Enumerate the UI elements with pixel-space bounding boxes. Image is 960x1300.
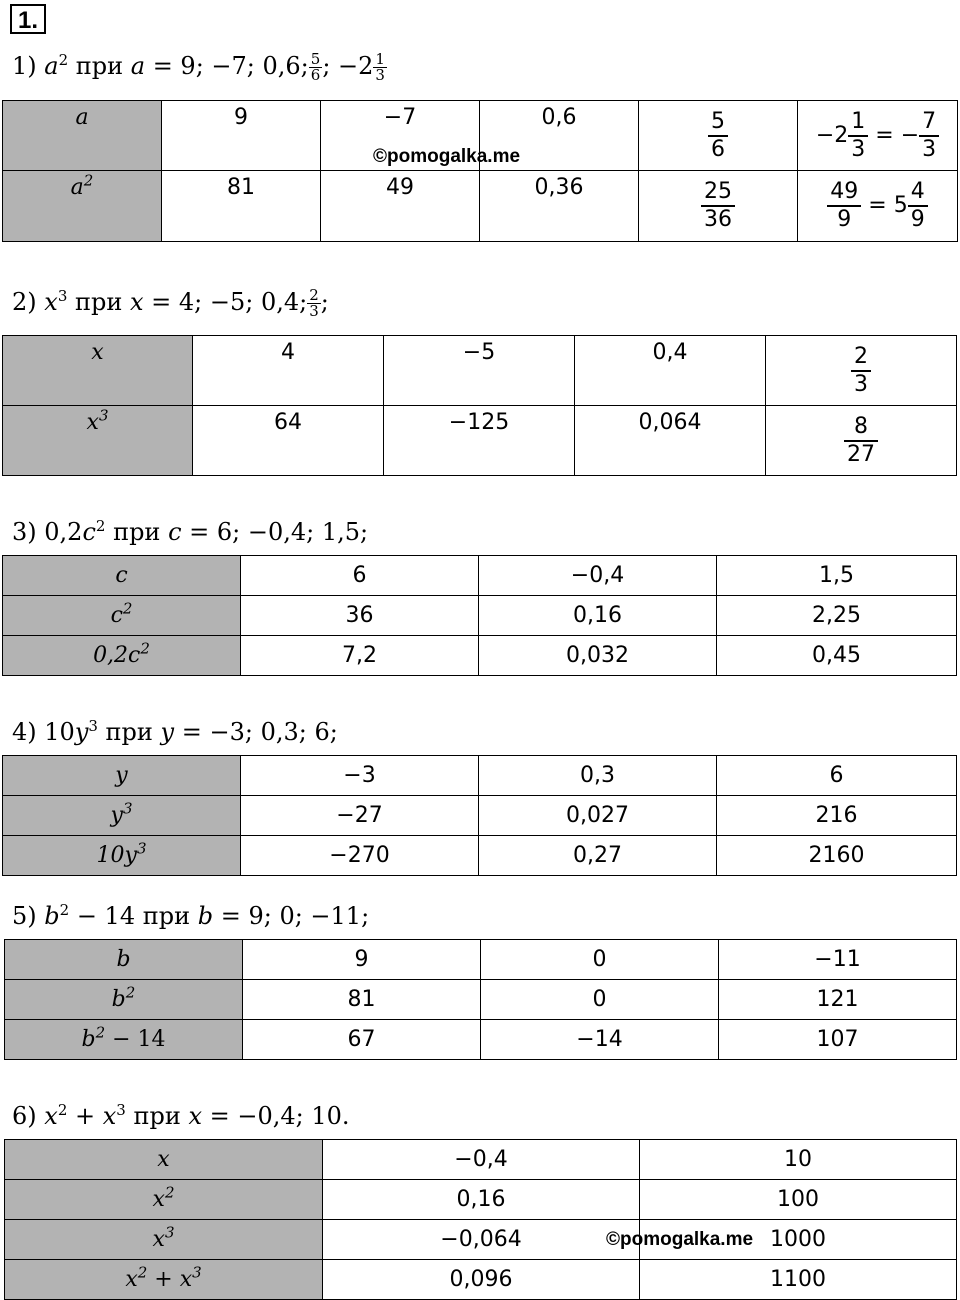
table-row xyxy=(3,556,957,596)
exercise-number: 1. xyxy=(10,4,46,34)
header-cell: $10y^3$ xyxy=(3,836,241,876)
header-cell: $c^2$ xyxy=(3,596,241,636)
table-cell: 0 xyxy=(481,940,719,980)
table-cell: 0,6 xyxy=(480,101,639,171)
table-cell: 0,27 xyxy=(479,836,717,876)
task-2-caption: 2) $x^3$ при x = 4; −5; 0,4; $\frac{2}{3}$ ; xyxy=(12,286,329,320)
table-cell: −14 xyxy=(481,1020,719,1060)
table-cell: 1000 xyxy=(640,1220,957,1260)
table-row xyxy=(5,1140,957,1180)
table-cell: $\frac{25}{36}$ xyxy=(639,171,798,242)
table-cell: 4 xyxy=(193,336,384,406)
table-3 xyxy=(2,555,957,676)
table-cell: 216 xyxy=(717,796,957,836)
table-cell: 2,25 xyxy=(717,596,957,636)
table-row xyxy=(5,1260,957,1300)
table-1 xyxy=(2,100,958,242)
table-cell: −270 xyxy=(241,836,479,876)
header-cell: $x^3$ xyxy=(5,1220,323,1260)
table-cell: 0,032 xyxy=(479,636,717,676)
header-cell: x xyxy=(5,1140,323,1180)
table-cell: 121 xyxy=(719,980,957,1020)
task-1-caption: 1) $a^2$ при a = 9; −7; 0,6; $\frac{5}{6}$ ; −2 $\frac{1}{3}$ xyxy=(12,50,385,84)
table-row xyxy=(3,796,957,836)
table-cell: $\frac{49}{9}$ = 5 $\frac{4}{9}$ xyxy=(798,171,958,242)
table-cell: $\frac{8}{27}$ xyxy=(766,406,957,476)
table-cell: −2 $\frac{1}{3}$ = − $\frac{7}{3}$ xyxy=(798,101,958,171)
header-cell: $x^2 + x^3$ xyxy=(5,1260,323,1300)
table-cell: −3 xyxy=(241,756,479,796)
table-cell: −125 xyxy=(384,406,575,476)
table-cell: 49 xyxy=(321,171,480,242)
table-row xyxy=(5,1220,957,1260)
table-cell: −5 xyxy=(384,336,575,406)
table-cell: 0 xyxy=(481,980,719,1020)
task-6-caption: 6) $x^2 + x^3$ при x = −0,4; 10. xyxy=(12,1101,350,1130)
table-cell: 107 xyxy=(719,1020,957,1060)
table-cell: −7 xyxy=(321,101,480,171)
table-6 xyxy=(4,1139,957,1300)
table-cell: −0,4 xyxy=(323,1140,640,1180)
table-cell: 0,45 xyxy=(717,636,957,676)
header-cell: $a^2$ xyxy=(3,171,162,242)
header-cell: b xyxy=(5,940,243,980)
table-cell: 0,027 xyxy=(479,796,717,836)
table-cell: 9 xyxy=(162,101,321,171)
table-cell: −11 xyxy=(719,940,957,980)
table-row xyxy=(3,756,957,796)
table-cell: −0,4 xyxy=(479,556,717,596)
table-cell: 0,064 xyxy=(575,406,766,476)
table-cell: 0,3 xyxy=(479,756,717,796)
header-cell: $b^2$ xyxy=(5,980,243,1020)
table-cell: −0,064 xyxy=(323,1220,640,1260)
table-row xyxy=(3,596,957,636)
header-cell: $x^2$ xyxy=(5,1180,323,1220)
table-cell: 81 xyxy=(162,171,321,242)
table-cell: 0,096 xyxy=(323,1260,640,1300)
table-cell: 0,36 xyxy=(480,171,639,242)
table-row xyxy=(3,836,957,876)
table-row xyxy=(5,940,957,980)
table-row xyxy=(3,636,957,676)
table-cell: −27 xyxy=(241,796,479,836)
table-4 xyxy=(2,755,957,876)
table-cell: 100 xyxy=(640,1180,957,1220)
table-cell: 67 xyxy=(243,1020,481,1060)
table-row xyxy=(5,1020,957,1060)
table-cell: 1100 xyxy=(640,1260,957,1300)
header-cell: x xyxy=(3,336,193,406)
table-row xyxy=(5,1180,957,1220)
table-cell: 10 xyxy=(640,1140,957,1180)
watermark: ©pomogalka.me xyxy=(606,1229,754,1250)
table-cell: 64 xyxy=(193,406,384,476)
table-cell: 0,16 xyxy=(479,596,717,636)
table-cell: 2160 xyxy=(717,836,957,876)
header-cell: c xyxy=(3,556,241,596)
table-row xyxy=(3,336,957,406)
table-cell: 6 xyxy=(717,756,957,796)
header-cell: $x^3$ xyxy=(3,406,193,476)
header-cell: a xyxy=(3,101,162,171)
table-cell: $\frac{2}{3}$ xyxy=(766,336,957,406)
table-5 xyxy=(4,939,957,1060)
table-cell: $\frac{5}{6}$ xyxy=(639,101,798,171)
table-cell: 81 xyxy=(243,980,481,1020)
table-cell: 36 xyxy=(241,596,479,636)
table-cell: 1,5 xyxy=(717,556,957,596)
header-cell: $y^3$ xyxy=(3,796,241,836)
table-cell: 9 xyxy=(243,940,481,980)
header-cell: $0,2c^2$ xyxy=(3,636,241,676)
task-4-caption: 4) $10y^3$ при y = −3; 0,3; 6; xyxy=(12,717,338,746)
table-cell: 6 xyxy=(241,556,479,596)
table-row xyxy=(3,171,958,242)
table-2 xyxy=(2,335,957,476)
task-5-caption: 5) $b^2 - 14$ при b = 9; 0; −11; xyxy=(12,901,370,930)
header-cell: $b^2 - 14$ xyxy=(5,1020,243,1060)
header-cell: y xyxy=(3,756,241,796)
table-cell: 0,16 xyxy=(323,1180,640,1220)
table-row xyxy=(5,980,957,1020)
watermark: ©pomogalka.me xyxy=(373,146,521,167)
table-row xyxy=(3,406,957,476)
table-cell: 7,2 xyxy=(241,636,479,676)
table-cell: 0,4 xyxy=(575,336,766,406)
task-3-caption: 3) $0,2c^2$ при c = 6; −0,4; 1,5; xyxy=(12,517,369,546)
